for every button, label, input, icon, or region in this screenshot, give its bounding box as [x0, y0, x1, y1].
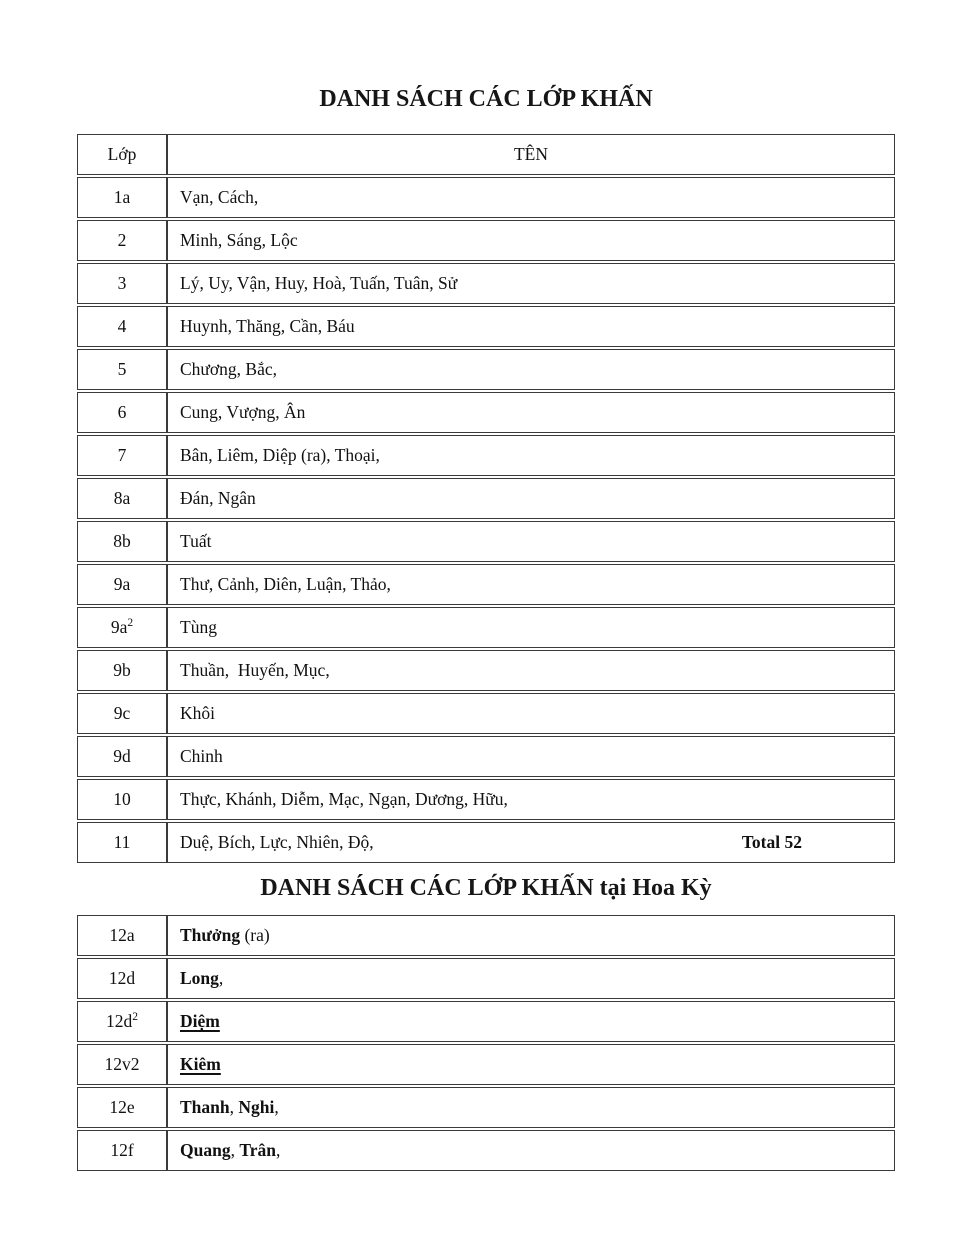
names-cell — [167, 1044, 895, 1085]
class-label: 12f — [110, 1140, 134, 1160]
class-label: 9d — [113, 746, 131, 766]
class-label-superscript: 2 — [127, 617, 134, 630]
main-roster-table — [77, 132, 895, 865]
names-cell — [167, 1087, 895, 1128]
table-header-row — [77, 134, 895, 175]
names-cell — [167, 607, 895, 648]
class-cell — [77, 521, 167, 562]
names-text: Bân, Liêm, Diệp (ra), Thoại, — [180, 445, 380, 465]
table-row — [77, 1044, 895, 1085]
names-cell — [167, 392, 895, 433]
class-cell — [77, 1087, 167, 1128]
class-cell — [77, 263, 167, 304]
table-row — [77, 220, 895, 261]
names-text: Huynh, Thăng, Cần, Báu — [180, 316, 355, 336]
names-text: Thư, Cảnh, Diên, Luận, Thảo, — [180, 574, 391, 594]
names-text: Chinh — [180, 746, 223, 766]
column-header-name: TÊN — [167, 134, 895, 175]
names-text: Lý, Uy, Vận, Huy, Hoà, Tuấn, Tuân, Sử — [180, 273, 458, 293]
table-row — [77, 607, 895, 648]
names-text: Cung, Vượng, Ân — [180, 402, 306, 422]
table-row — [77, 1001, 895, 1042]
column-header-class: Lớp — [77, 134, 167, 175]
class-cell — [77, 915, 167, 956]
table-row — [77, 349, 895, 390]
names-cell — [167, 177, 895, 218]
table-row — [77, 478, 895, 519]
class-cell — [77, 435, 167, 476]
names-text: Thuần, Huyến, Mục, — [180, 660, 330, 680]
class-cell — [77, 177, 167, 218]
class-label: 12a — [109, 925, 135, 945]
names-cell — [167, 1001, 895, 1042]
name-segment: Thanh — [180, 1097, 230, 1117]
class-label: 9a — [113, 574, 131, 594]
names-cell — [167, 521, 895, 562]
table-row — [77, 521, 895, 562]
class-cell — [77, 1044, 167, 1085]
table-row — [77, 263, 895, 304]
page-title: DANH SÁCH CÁC LỚP KHẤN — [319, 86, 653, 112]
class-label: 9b — [113, 660, 131, 680]
names-cell — [167, 650, 895, 691]
us-roster-table — [77, 913, 895, 1173]
table-row — [77, 306, 895, 347]
class-cell — [77, 392, 167, 433]
name-segment: , — [275, 1140, 281, 1160]
names-text: Duệ, Bích, Lực, Nhiên, Độ, — [180, 832, 374, 852]
names-cell — [167, 306, 895, 347]
class-label: 4 — [117, 316, 127, 336]
table-row — [77, 822, 895, 863]
names-text: Tuất — [180, 531, 212, 551]
name-segment: , — [229, 1097, 239, 1117]
class-label: 12d — [106, 1011, 133, 1031]
class-label-superscript: 2 — [132, 1011, 138, 1024]
name-segment: Nghi — [238, 1097, 275, 1117]
table-row — [77, 693, 895, 734]
table-row — [77, 736, 895, 777]
class-cell — [77, 779, 167, 820]
class-label: 7 — [117, 445, 127, 465]
class-label: 6 — [117, 402, 127, 422]
class-label: 8b — [113, 531, 131, 551]
name-segment: Long — [180, 968, 219, 988]
names-text: Khôi — [180, 703, 215, 723]
table-row — [77, 435, 895, 476]
names-cell — [167, 822, 895, 863]
class-label: 5 — [117, 359, 127, 379]
class-label: 10 — [113, 789, 131, 809]
table-row — [77, 392, 895, 433]
class-cell — [77, 822, 167, 863]
class-cell — [77, 958, 167, 999]
table-row — [77, 779, 895, 820]
names-cell — [167, 915, 895, 956]
names-cell — [167, 435, 895, 476]
class-label: 12v2 — [104, 1054, 140, 1074]
class-label: 1a — [113, 187, 131, 207]
names-cell — [167, 564, 895, 605]
names-cell — [167, 1130, 895, 1171]
names-text: Chương, Bắc, — [180, 359, 277, 379]
names-cell — [167, 220, 895, 261]
table-row — [77, 1087, 895, 1128]
class-cell — [77, 220, 167, 261]
names-cell — [167, 478, 895, 519]
names-cell — [167, 779, 895, 820]
us-section-title: DANH SÁCH CÁC LỚP KHẤN tại Hoa Kỳ — [260, 875, 712, 901]
class-label: 9a — [110, 617, 128, 637]
names-cell — [167, 263, 895, 304]
class-label: 8a — [113, 488, 131, 508]
class-label: 11 — [113, 832, 131, 852]
names-text: Đán, Ngân — [180, 488, 256, 508]
table-row — [77, 650, 895, 691]
class-cell — [77, 349, 167, 390]
class-label: 3 — [117, 273, 127, 293]
names-cell — [167, 736, 895, 777]
table-row — [77, 915, 895, 956]
names-text: Thực, Khánh, Diễm, Mạc, Ngạn, Dương, Hữu, — [180, 789, 508, 809]
name-segment: , — [218, 968, 224, 988]
name-segment: , — [274, 1097, 279, 1117]
names-text: Vạn, Cách, — [180, 187, 259, 207]
class-cell — [77, 478, 167, 519]
class-cell — [77, 693, 167, 734]
class-label: 12d — [108, 968, 136, 988]
total-count: Total 52 — [741, 832, 802, 852]
name-segment: , — [230, 1140, 240, 1160]
class-cell — [77, 1001, 167, 1042]
class-label: 2 — [117, 230, 127, 250]
class-cell — [77, 736, 167, 777]
class-label: 9c — [113, 703, 131, 723]
name-segment: Quang — [180, 1140, 231, 1160]
class-cell — [77, 650, 167, 691]
name-segment: Trân — [239, 1140, 276, 1160]
names-text: Tùng — [180, 617, 217, 637]
name-segment: Diệm — [180, 1011, 220, 1031]
class-cell — [77, 607, 167, 648]
name-segment: (ra) — [240, 925, 270, 945]
names-cell — [167, 349, 895, 390]
table-row — [77, 1130, 895, 1171]
name-segment: Kiêm — [180, 1054, 221, 1074]
class-cell — [77, 564, 167, 605]
class-cell — [77, 306, 167, 347]
class-cell — [77, 1130, 167, 1171]
table-row — [77, 958, 895, 999]
table-row — [77, 177, 895, 218]
names-cell — [167, 958, 895, 999]
table-row — [77, 564, 895, 605]
names-cell — [167, 693, 895, 734]
names-text: Minh, Sáng, Lộc — [180, 230, 298, 250]
class-label: 12e — [109, 1097, 135, 1117]
name-segment: Thưởng — [180, 925, 241, 945]
